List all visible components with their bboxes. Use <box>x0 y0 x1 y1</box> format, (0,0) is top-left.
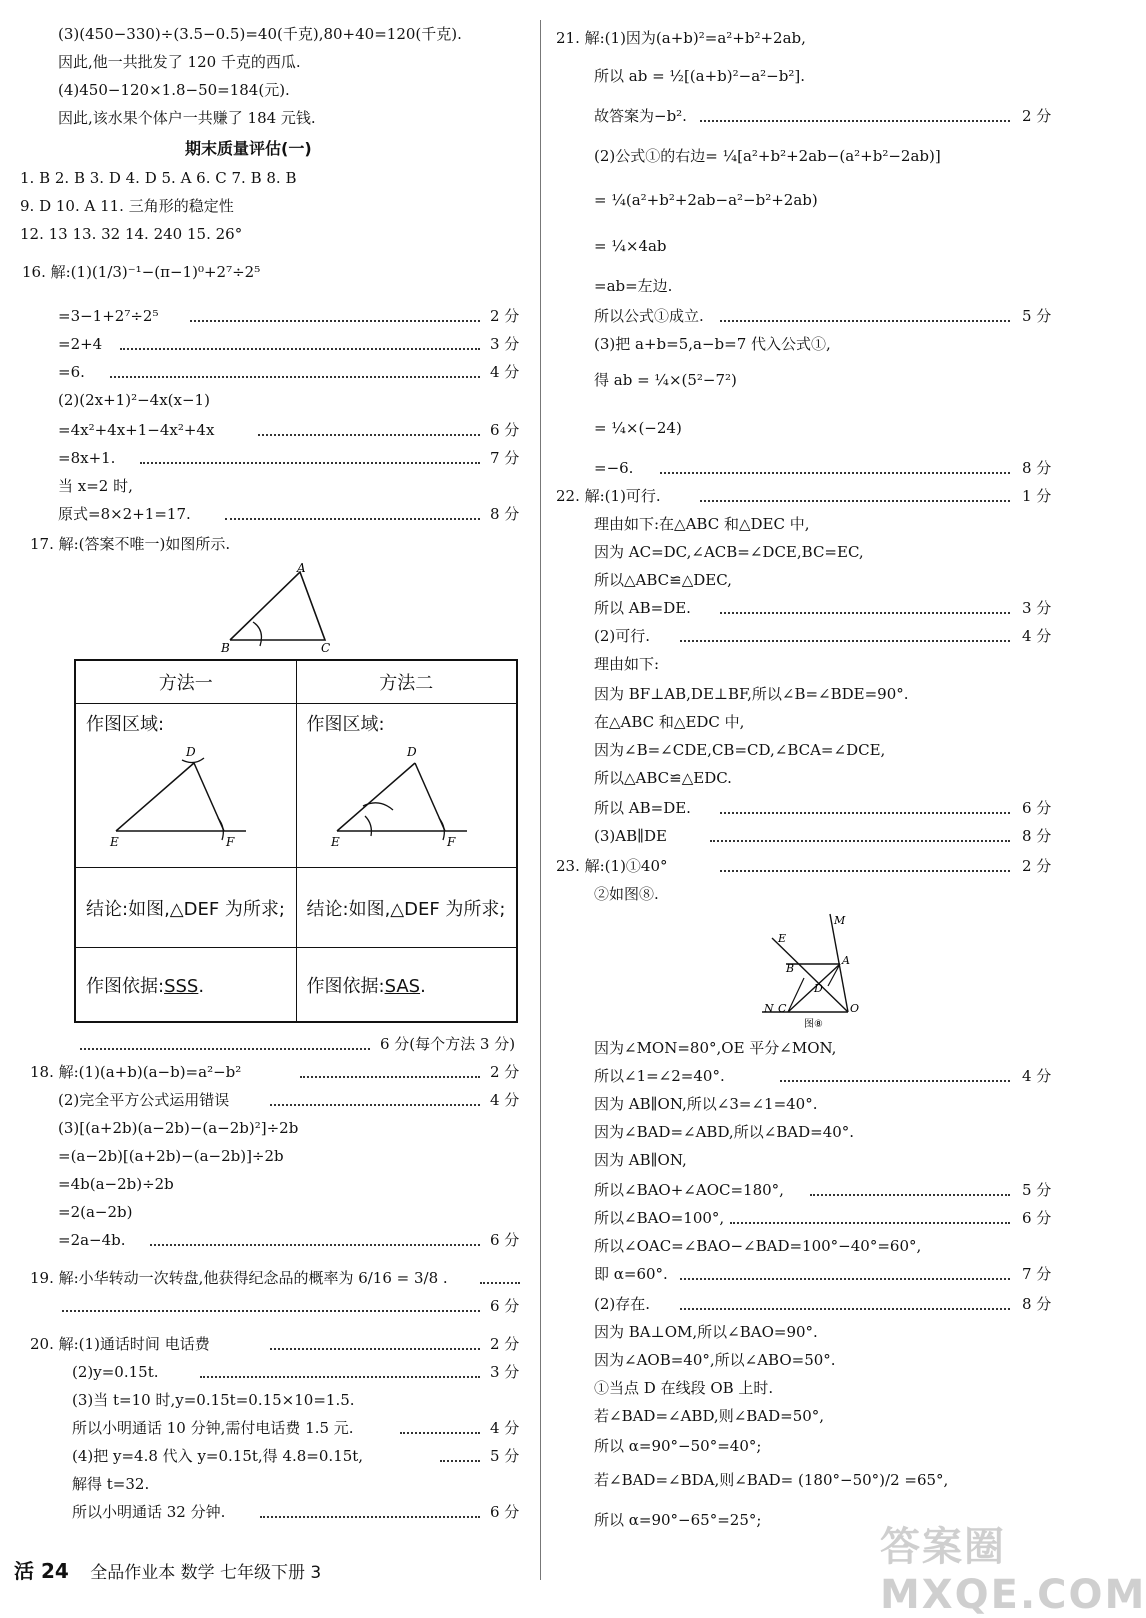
dot-leader <box>260 1516 480 1518</box>
book-title: 全品作业本 数学 七年级下册 3 <box>90 1563 322 1583</box>
area-label: 作图区域: <box>86 714 165 735</box>
q21-line: = ¼(a²+b²+2ab−a²−b²+2ab) <box>594 191 818 209</box>
q21-line: 故答案为−b². <box>594 107 687 125</box>
figure-caption: 图⑧ <box>804 1019 823 1030</box>
q21-line: 21. 解:(1)因为(a+b)²=a²+b²+2ab, <box>556 29 806 47</box>
score: 1 分 <box>1022 487 1052 505</box>
q18-line: (3)[(a+2b)(a−2b)−(a−2b)²]÷2b <box>58 1119 299 1137</box>
q23-line: (2)存在. <box>594 1295 651 1313</box>
q23-line: ①当点 D 在线段 OB 上时. <box>594 1379 774 1397</box>
method-one-area <box>75 704 296 868</box>
score: 4 分 <box>1022 627 1052 645</box>
score: 6 分 <box>490 1297 520 1315</box>
q21-line: =−6. <box>594 459 634 477</box>
q22-line: 在△ABC 和△EDC 中, <box>594 713 745 731</box>
q21-line: 所以公式①成立. <box>594 307 704 325</box>
answer-row: 9. D 10. A 11. 三角形的稳定性 <box>20 197 234 215</box>
dot-leader <box>150 1244 480 1246</box>
svg-text:D: D <box>406 745 417 759</box>
triangle-def-figure <box>307 736 497 856</box>
dot-leader <box>190 320 480 322</box>
svg-text:M: M <box>834 914 846 927</box>
q16-line: 当 x=2 时, <box>58 477 133 495</box>
dot-leader <box>680 1278 1010 1280</box>
score: 6 分 <box>1022 1209 1052 1227</box>
dot-leader <box>80 1048 370 1050</box>
dot-leader <box>440 1460 480 1462</box>
basis-value: SSS <box>164 975 199 997</box>
dot-leader <box>660 472 1010 474</box>
dot-leader <box>810 1194 1010 1196</box>
q22-line: 所以 AB=DE. <box>594 599 691 617</box>
angle-mon-figure <box>758 908 878 1028</box>
score: 5 分 <box>1022 1181 1052 1199</box>
score: 8 分 <box>490 505 520 523</box>
score: 5 分 <box>490 1447 520 1465</box>
q20-line: (2)y=0.15t. <box>72 1363 159 1381</box>
q16-line: =4x²+4x+1−4x²+4x <box>58 421 215 439</box>
methods-table <box>74 659 518 1023</box>
q22-line: 理由如下: <box>594 655 660 673</box>
method-two-area <box>296 704 517 868</box>
q22-line: 所以 AB=DE. <box>594 799 691 817</box>
q23-line: 所以 α=90°−50°=40°; <box>594 1437 762 1455</box>
column-divider <box>540 20 541 1580</box>
q22-line: 22. 解:(1)可行. <box>556 487 661 505</box>
triangle-def-figure <box>86 736 276 856</box>
score: 5 分 <box>1022 307 1052 325</box>
q23-line: 所以∠BAO=100°, <box>594 1209 725 1227</box>
q21-line: =ab=左边. <box>594 277 673 295</box>
dot-leader <box>258 434 480 436</box>
q20-line: 解得 t=32. <box>72 1475 150 1493</box>
q23-line: 因为 BA⊥OM,所以∠BAO=90°. <box>594 1323 818 1341</box>
method-two-basis: 作图依据:SAS. <box>296 948 517 1023</box>
q18-line: =2a−4b. <box>58 1231 126 1249</box>
q22-line: 因为 BF⊥AB,DE⊥BF,所以∠B=∠BDE=90°. <box>594 685 909 703</box>
q23-line: 因为∠MON=80°,OE 平分∠MON, <box>594 1039 837 1057</box>
dot-leader <box>300 1076 480 1078</box>
q22-line: 因为∠B=∠CDE,CB=CD,∠BCA=∠DCE, <box>594 741 886 759</box>
q18-line: 18. 解:(1)(a+b)(a−b)=a²−b² <box>30 1063 242 1081</box>
q16-line: =2+4 <box>58 335 103 353</box>
svg-text:A: A <box>842 954 850 967</box>
area-label: 作图区域: <box>306 714 385 735</box>
q20-line: 所以小明通话 10 分钟,需付电话费 1.5 元. <box>72 1419 354 1437</box>
q22-line: (2)可行. <box>594 627 651 645</box>
dot-leader <box>730 1222 1010 1224</box>
q23-line: 即 α=60°. <box>594 1265 668 1283</box>
score: 3 分 <box>490 335 520 353</box>
section-title: 期末质量评估(一) <box>185 139 312 158</box>
page-number: 活 24 <box>14 1559 69 1583</box>
q17-line: 17. 解:(答案不唯一)如图所示. <box>30 535 231 553</box>
svg-text:A: A <box>297 561 306 575</box>
svg-text:C: C <box>321 641 331 655</box>
dot-leader <box>680 1308 1010 1310</box>
answer-row: 1. B 2. B 3. D 4. D 5. A 6. C 7. B 8. B <box>20 169 297 187</box>
q23-line: 因为 AB∥ON, <box>594 1151 687 1169</box>
dot-leader <box>700 120 1010 122</box>
dot-leader <box>720 870 1010 872</box>
svg-text:D: D <box>186 745 196 759</box>
svg-text:F: F <box>226 835 235 849</box>
score: 2 分 <box>490 1063 520 1081</box>
q16-line: =8x+1. <box>58 449 116 467</box>
q19-line: 19. 解:小华转动一次转盘,他获得纪念品的概率为 6/16 = 3/8 . <box>30 1269 448 1287</box>
dot-leader <box>680 640 1010 642</box>
score: 6 分 <box>490 1231 520 1249</box>
watermark: 答案圈 MXQE.COM <box>880 1524 1146 1618</box>
q23-line: 因为 AB∥ON,所以∠3=∠1=40°. <box>594 1095 818 1113</box>
svg-text:E: E <box>778 932 787 945</box>
dot-leader <box>710 840 1010 842</box>
basis-value: SAS <box>384 975 421 997</box>
basis-label: 作图依据: <box>86 975 165 997</box>
dot-leader <box>700 500 1010 502</box>
q23-line: 所以∠BAO+∠AOC=180°, <box>594 1181 784 1199</box>
dot-leader <box>780 1080 1010 1082</box>
page-footer <box>14 1555 321 1584</box>
q16-line: (2)(2x+1)²−4x(x−1) <box>58 391 210 409</box>
method-two-header: 方法二 <box>296 660 517 704</box>
triangle-abc-figure <box>215 560 345 655</box>
score: 4 分 <box>490 1419 520 1437</box>
method-two-conclusion: 结论:如图,△DEF 为所求; <box>296 868 517 948</box>
q22-line: 所以△ABC≌△EDC. <box>594 769 732 787</box>
svg-text:O: O <box>850 1002 860 1015</box>
score: 6 分(每个方法 3 分) <box>380 1035 516 1053</box>
svg-text:F: F <box>446 835 455 849</box>
q23-line: 若∠BAD=∠BDA,则∠BAD= (180°−50°)/2 =65°, <box>594 1471 949 1489</box>
q20-line: (4)把 y=4.8 代入 y=0.15t,得 4.8=0.15t, <box>72 1447 364 1465</box>
q16-line: =3−1+2⁷÷2⁵ <box>58 307 159 325</box>
score: 6 分 <box>490 421 520 439</box>
svg-text:B: B <box>221 641 230 655</box>
dot-leader <box>480 1282 520 1284</box>
text-line: 因此,他一共批发了 120 千克的西瓜. <box>58 53 301 71</box>
score: 2 分 <box>1022 107 1052 125</box>
dot-leader <box>400 1432 480 1434</box>
dot-leader <box>62 1310 480 1312</box>
q23-line: 所以∠1=∠2=40°. <box>594 1067 725 1085</box>
basis-label: 作图依据: <box>306 975 385 997</box>
svg-text:E: E <box>330 835 340 849</box>
dot-leader <box>120 348 480 350</box>
score: 2 分 <box>1022 857 1052 875</box>
q23-line: 所以∠OAC=∠BAO−∠BAD=100°−40°=60°, <box>594 1237 922 1255</box>
q23-line: ②如图⑧. <box>594 885 659 903</box>
q23-line: 23. 解:(1)①40° <box>556 857 668 875</box>
score: 7 分 <box>1022 1265 1052 1283</box>
q16-line: =6. <box>58 363 85 381</box>
q22-line: 因为 AC=DC,∠ACB=∠DCE,BC=EC, <box>594 543 864 561</box>
q21-line: = ¼×4ab <box>594 237 667 255</box>
score: 4 分 <box>490 363 520 381</box>
q23-line: 因为∠AOB=40°,所以∠ABO=50°. <box>594 1351 836 1369</box>
method-one-conclusion: 结论:如图,△DEF 为所求; <box>75 868 296 948</box>
q18-line: (2)完全平方公式运用错误 <box>58 1091 230 1109</box>
dot-leader <box>140 462 480 464</box>
score: 6 分 <box>490 1503 520 1521</box>
text-line: (4)450−120×1.8−50=184(元). <box>58 81 290 99</box>
score: 2 分 <box>490 1335 520 1353</box>
q18-line: =4b(a−2b)÷2b <box>58 1175 174 1193</box>
q21-line: (3)把 a+b=5,a−b=7 代入公式①, <box>594 335 831 353</box>
q21-line: 所以 ab = ½[(a+b)²−a²−b²]. <box>594 67 805 85</box>
dot-leader <box>270 1104 480 1106</box>
svg-text:E: E <box>110 835 119 849</box>
score: 8 分 <box>1022 1295 1052 1313</box>
score: 3 分 <box>1022 599 1052 617</box>
method-one-basis: 作图依据:SSS. <box>75 948 296 1023</box>
method-one-header: 方法一 <box>75 660 296 704</box>
score: 7 分 <box>490 449 520 467</box>
dot-leader <box>720 612 1010 614</box>
text-line: 因此,该水果个体户一共赚了 184 元钱. <box>58 109 316 127</box>
dot-leader <box>225 518 480 520</box>
svg-text:D: D <box>814 982 823 995</box>
q20-line: (3)当 t=10 时,y=0.15t=0.15×10=1.5. <box>72 1391 355 1409</box>
dot-leader <box>720 812 1010 814</box>
q21-line: (2)公式①的右边= ¼[a²+b²+2ab−(a²+b²−2ab)] <box>594 147 941 165</box>
q22-line: 理由如下:在△ABC 和△DEC 中, <box>594 515 810 533</box>
score: 8 分 <box>1022 827 1052 845</box>
text-line: (3)(450−330)÷(3.5−0.5)=40(千克),80+40=120(千克). <box>58 25 462 43</box>
q16-line: 原式=8×2+1=17. <box>58 505 191 523</box>
q21-line: 得 ab = ¼×(5²−7²) <box>594 371 737 389</box>
dot-leader <box>270 1348 480 1350</box>
q20-line: 20. 解:(1)通话时间 电话费 <box>30 1335 210 1353</box>
answer-row: 12. 13 13. 32 14. 240 15. 26° <box>20 225 243 243</box>
q18-line: =2(a−2b) <box>58 1203 133 1221</box>
q18-line: =(a−2b)[(a+2b)−(a−2b)]÷2b <box>58 1147 284 1165</box>
q23-line: 所以 α=90°−65°=25°; <box>594 1511 762 1529</box>
q22-line: 所以△ABC≌△DEC, <box>594 571 732 589</box>
svg-text:C: C <box>778 1002 787 1015</box>
q23-line: 因为∠BAD=∠ABD,所以∠BAD=40°. <box>594 1123 855 1141</box>
score: 2 分 <box>490 307 520 325</box>
q23-line: 若∠BAD=∠ABD,则∠BAD=50°, <box>594 1407 825 1425</box>
score: 3 分 <box>490 1363 520 1381</box>
svg-text:B: B <box>786 962 795 975</box>
q21-line: = ¼×(−24) <box>594 419 682 437</box>
q16-line: 16. 解:(1)(1/3)⁻¹−(π−1)⁰+2⁷÷2⁵ <box>22 263 261 281</box>
score: 8 分 <box>1022 459 1052 477</box>
svg-text:N: N <box>764 1002 774 1015</box>
q22-line: (3)AB∥DE <box>594 827 668 845</box>
q20-line: 所以小明通话 32 分钟. <box>72 1503 226 1521</box>
score: 6 分 <box>1022 799 1052 817</box>
dot-leader <box>110 376 480 378</box>
score: 4 分 <box>490 1091 520 1109</box>
dot-leader <box>720 320 1010 322</box>
dot-leader <box>200 1376 480 1378</box>
score: 4 分 <box>1022 1067 1052 1085</box>
